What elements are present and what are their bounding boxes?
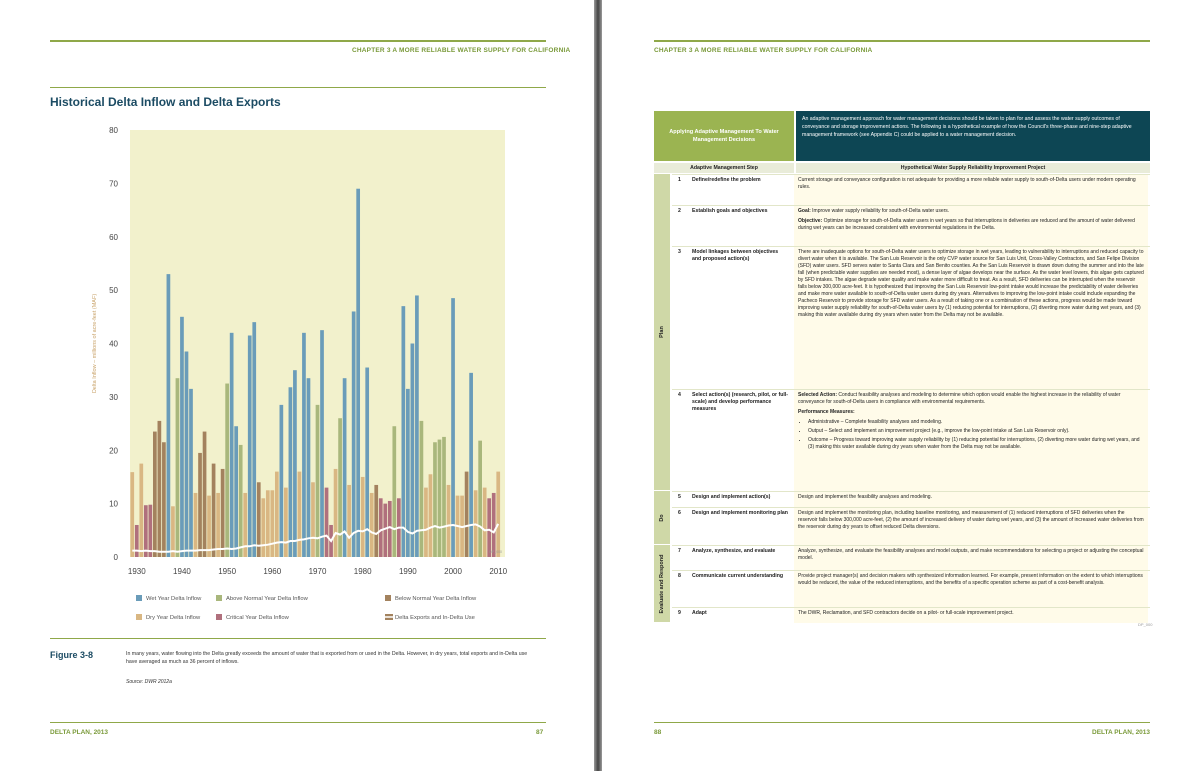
inflow-bar xyxy=(153,432,157,557)
y-tick-label: 80 xyxy=(109,126,118,135)
table-header-intro: An adaptive management approach for water management decisions should be taken to plan for and assess the water supply outcomes of conveyance and storage improvement actions. The following is a hypothetical example of how the Council's three-phase and nine-step adaptive management framework (see Appendix C) could be applied to a water management decision. xyxy=(796,111,1150,161)
inflow-bar xyxy=(212,464,216,557)
phase-label: Evaluate and Respond xyxy=(659,554,665,613)
inflow-bar xyxy=(338,418,342,557)
step-number: 7 xyxy=(678,548,681,554)
chart-title: Historical Delta Inflow and Delta Exports xyxy=(50,95,281,109)
inflow-bar xyxy=(167,274,171,557)
header-rule xyxy=(50,40,546,42)
inflow-bar xyxy=(171,506,175,557)
x-tick-label: 1980 xyxy=(353,567,372,576)
inflow-bar xyxy=(130,472,134,557)
figure-rule xyxy=(50,638,546,639)
running-head: CHAPTER 3 A MORE RELIABLE WATER SUPPLY FOR CALIFORNIA xyxy=(654,47,873,54)
legend-label: Critical Year Delta Inflow xyxy=(226,615,289,621)
step-name: Select action(s) (research, pilot, or full-scale) and develop performance measures xyxy=(692,392,788,412)
inflow-bar xyxy=(270,490,274,557)
table-header-left: Applying Adaptive Management To Water Management Decisions xyxy=(654,111,794,161)
inflow-bar xyxy=(379,498,383,557)
step-description: Goal: Improve water supply reliability for south-of-Delta water users. Objective: Optimize storage for south-of-Delta water users in wet years so that interruptions in deliveries are reduced and the amount of water delivered during wet years can be increased consistent with environmental regulations in the Delta. xyxy=(794,206,1148,246)
legend-swatch xyxy=(216,595,222,601)
page-gutter xyxy=(594,0,602,771)
inflow-bar xyxy=(433,442,437,557)
inflow-bar xyxy=(383,504,387,557)
legend-swatch xyxy=(136,614,142,620)
footer-rule xyxy=(50,722,546,723)
inflow-bar xyxy=(415,295,419,557)
table-row xyxy=(672,507,1150,545)
inflow-bar xyxy=(225,384,229,557)
x-tick-label: 1990 xyxy=(398,567,417,576)
phase-do xyxy=(654,491,670,544)
inflow-bar xyxy=(298,472,302,557)
inflow-bar xyxy=(148,505,152,557)
inflow-bar xyxy=(451,298,455,557)
delta-inflow-chart xyxy=(80,115,520,635)
table-row xyxy=(672,205,1150,246)
inflow-bar xyxy=(483,488,487,557)
page-number: 88 xyxy=(654,729,662,736)
inflow-bar xyxy=(289,387,293,557)
inflow-bar xyxy=(411,344,415,558)
inflow-bar xyxy=(361,477,365,557)
step-description: Design and implement the feasibility analyses and modeling. xyxy=(794,492,1148,507)
step-number: 1 xyxy=(678,177,681,183)
inflow-bar xyxy=(438,440,442,557)
y-tick-label: 0 xyxy=(113,553,118,562)
inflow-bar xyxy=(198,453,202,557)
step-number: 5 xyxy=(678,494,681,500)
step-number: 4 xyxy=(678,392,681,398)
running-head: CHAPTER 3 A MORE RELIABLE WATER SUPPLY FOR CALIFORNIA xyxy=(352,47,571,54)
inflow-bar xyxy=(207,496,211,557)
x-tick-label: 1930 xyxy=(127,567,146,576)
inflow-bar xyxy=(469,373,473,557)
step-number: 8 xyxy=(678,573,681,579)
step-number: 6 xyxy=(678,510,681,516)
inflow-bar xyxy=(180,317,184,557)
phase-label: Plan xyxy=(659,326,665,338)
x-tick-label: 1950 xyxy=(218,567,237,576)
footer-rule xyxy=(654,722,1150,723)
y-tick-label: 60 xyxy=(109,232,118,242)
step-description: The DWR, Reclamation, and SFD contractors decide on a pilot- or full-scale improvement project. xyxy=(794,608,1148,623)
inflow-bar xyxy=(465,472,469,557)
column-header-step: Adaptive Management Step xyxy=(654,163,794,173)
table-row xyxy=(672,246,1150,389)
step-name: Communicate current understanding xyxy=(692,573,784,579)
inflow-bar xyxy=(496,472,500,557)
inflow-bar xyxy=(189,389,193,557)
inflow-bar xyxy=(325,488,329,557)
phase-plan xyxy=(654,174,670,490)
inflow-bar xyxy=(334,469,338,557)
y-tick-label: 50 xyxy=(109,286,118,296)
x-tick-label: 1960 xyxy=(263,567,282,576)
column-header-project: Hypothetical Water Supply Reliability Improvement Project xyxy=(796,163,1150,173)
inflow-bar xyxy=(307,378,311,557)
inflow-bar xyxy=(194,493,198,557)
corner-tag: DP_000 xyxy=(1138,622,1153,627)
inflow-bar xyxy=(392,426,396,557)
phase-evaluate xyxy=(654,545,670,622)
inflow-bar xyxy=(293,370,297,557)
legend-label: Above Normal Year Delta Inflow xyxy=(226,596,308,602)
legend-label: Below Normal Year Delta Inflow xyxy=(395,596,477,602)
inflow-bar xyxy=(347,485,351,557)
inflow-bar xyxy=(176,378,180,557)
step-description: Provide project manager(s) and decision makers with synthesized information learned. For example, present information on the extent to which interruptions would be reduced, the value of the reduced interruptions, and the benefits of a specific operation scheme as part of a cost-benefit analysis. xyxy=(794,571,1148,607)
inflow-bar xyxy=(401,306,405,557)
step-number: 2 xyxy=(678,208,681,214)
inflow-bar xyxy=(158,421,162,557)
step-name: Adapt xyxy=(692,610,707,616)
table-row xyxy=(672,491,1150,507)
left-page xyxy=(0,0,594,771)
inflow-bar xyxy=(234,426,238,557)
y-tick-label: 30 xyxy=(109,392,118,402)
inflow-bar xyxy=(356,189,360,557)
inflow-bar xyxy=(185,352,189,557)
step-description: There are inadequate options for south-of-Delta water users to optimize storage in wet years, leading to vulnerability to interruptions and reduced capacity to divert water when it is available. The San Luis Reservoir is the only CVP water source for San Luis Unit, Cross-Valley Contractors, and San Felipe Division (SFD) water users. SFD serves water to Santa Clara and San Benito counties. As the San Luis Reservoir is drawn down during the summer and into the late fall (when predictable water supplies are needed most), a dense layer of algae develops near the surface. As the water level lowers, this algae gets captured by SFD intakes. The algae degrade water quality and make water more difficult to treat. As a result, SFD deliveries can be interrupted when the reservoir falls below 300,000 acre-feet. It is hypothesized that improving the San Luis Reservoir low-point intake would increase the predictability of water deliveries and make more water available to south-of-Delta water users during dry years. Alternatives to improving the low-point intake could include expanding the Pacheco Reservoir to provide storage for SFD water users. As a result of taking one or a combination of these actions, progress would be made toward improving water supply reliability for south-of-Delta water users by (1) reducing potential for interruptions, (2) diverting more water during wet years, and (3) making this water available during dry years when water from the Delta may not be available. xyxy=(794,247,1148,389)
step-name: Analyze, synthesize, and evaluate xyxy=(692,548,776,554)
inflow-bar xyxy=(424,488,428,557)
step-description: Current storage and conveyance configuration is not adequate for providing a more reliable water supply to south-of-Delta users under modern operating rules. xyxy=(794,175,1148,205)
x-tick-label: 1940 xyxy=(173,567,191,576)
inflow-bar xyxy=(420,421,424,557)
step-description: Design and implement the monitoring plan, including baseline monitoring, and measurement of (1) reduced interruptions of SFD deliveries when the reservoir falls below 300,000 acre-feet, (2) the amount of increased delivery of water during wet years, and (3) the amount of increased water deliveries from the reservoir during dry years to offset reduced Delta diversions. xyxy=(794,508,1148,545)
inflow-bar xyxy=(275,472,279,557)
footer-title: DELTA PLAN, 2013 xyxy=(1092,729,1151,736)
corner-tag: DP_000 xyxy=(489,550,502,554)
step-name: Design and implement monitoring plan xyxy=(692,510,788,516)
step-number: 9 xyxy=(678,610,681,616)
title-rule xyxy=(50,87,546,88)
inflow-bar xyxy=(248,335,252,557)
inflow-bar xyxy=(139,464,143,557)
table-row xyxy=(672,545,1150,570)
page-number: 87 xyxy=(536,729,544,736)
inflow-bar xyxy=(447,485,451,557)
inflow-bar xyxy=(316,405,320,557)
right-page xyxy=(602,0,1200,771)
legend-swatch xyxy=(216,614,222,620)
inflow-bar xyxy=(221,469,225,557)
inflow-bar xyxy=(144,505,148,557)
x-tick-label: 1970 xyxy=(308,567,327,576)
y-tick-label: 40 xyxy=(109,339,118,349)
step-name: Define/redefine the problem xyxy=(692,177,761,183)
x-tick-label: 2000 xyxy=(444,567,462,576)
table-row xyxy=(672,389,1150,491)
y-tick-label: 10 xyxy=(109,499,118,509)
inflow-bar xyxy=(352,311,356,557)
inflow-bar xyxy=(284,488,288,557)
inflow-bar xyxy=(311,482,315,557)
inflow-bar xyxy=(320,330,324,557)
legend-swatch xyxy=(385,595,391,601)
step-number: 3 xyxy=(678,249,681,255)
phase-label: Do xyxy=(659,513,665,522)
inflow-bar xyxy=(302,333,306,557)
header-rule xyxy=(654,40,1150,42)
legend-label: Delta Exports and In-Delta Use xyxy=(395,615,475,621)
step-description: Analyze, synthesize, and evaluate the feasibility analyses and model outputs, and make recommendations for selecting a project or adjusting the conceptual model. xyxy=(794,546,1148,570)
inflow-bar xyxy=(374,485,378,557)
figure-label: Figure 3-8 xyxy=(50,650,94,660)
legend-swatch xyxy=(136,595,142,601)
figure-source: Source: DWR 2012a xyxy=(126,679,172,685)
figure-caption: In many years, water flowing into the Delta greatly exceeds the amount of water that is exported from or used in the Delta. However, in dry years, total exports and in-Delta use have averaged as much as 36 percent of inflows. xyxy=(126,651,528,665)
table-row xyxy=(672,607,1150,623)
inflow-bar xyxy=(492,493,496,557)
x-tick-label: 2010 xyxy=(489,567,508,576)
y-axis-label: Delta Inflow – millions of acre-feet (MAF) xyxy=(92,293,98,394)
inflow-bar xyxy=(203,432,207,557)
table-row xyxy=(672,174,1150,205)
legend-label: Dry Year Delta Inflow xyxy=(146,615,201,621)
inflow-bar xyxy=(370,493,374,557)
step-name: Design and implement action(s) xyxy=(692,494,771,500)
inflow-bar xyxy=(478,441,482,557)
inflow-bar xyxy=(487,498,491,557)
inflow-bar xyxy=(429,474,433,557)
footer-title: DELTA PLAN, 2013 xyxy=(50,729,109,736)
inflow-bar xyxy=(135,525,139,557)
step-name: Establish goals and objectives xyxy=(692,208,768,214)
inflow-bar xyxy=(162,442,166,557)
inflow-bar xyxy=(442,437,446,557)
step-description: Selected Action: Conduct feasibility analyses and modeling to determine which option would enable the highest increase in the reliability of water conveyance for south-of-Delta users in compliance with environmental requirements. Performance Measures: • Administrative – Complete feasibility analyses and modeling. • Output – Select and implement an improvement project (e.g., improve the low-point intake at San Luis Reservoir only). • Outcome – Progress toward improving water supply reliability by (1) reducing potential for interruptions, (2) diverting more water during wet years, and (3) making this water available during dry years when water from the Delta may not be available. xyxy=(794,390,1148,491)
legend-label: Wet Year Delta Inflow xyxy=(146,596,202,602)
inflow-bar xyxy=(388,501,392,557)
inflow-bar xyxy=(230,333,234,557)
y-tick-label: 70 xyxy=(109,179,118,189)
inflow-bar xyxy=(216,493,220,557)
inflow-bar xyxy=(252,322,256,557)
inflow-bar xyxy=(261,498,265,557)
step-name: Model linkages between objectives and proposed action(s) xyxy=(692,249,779,262)
inflow-bar xyxy=(280,405,284,557)
inflow-bar xyxy=(266,490,270,557)
table-row xyxy=(672,570,1150,607)
inflow-bar xyxy=(239,445,243,557)
y-tick-label: 20 xyxy=(109,446,118,456)
